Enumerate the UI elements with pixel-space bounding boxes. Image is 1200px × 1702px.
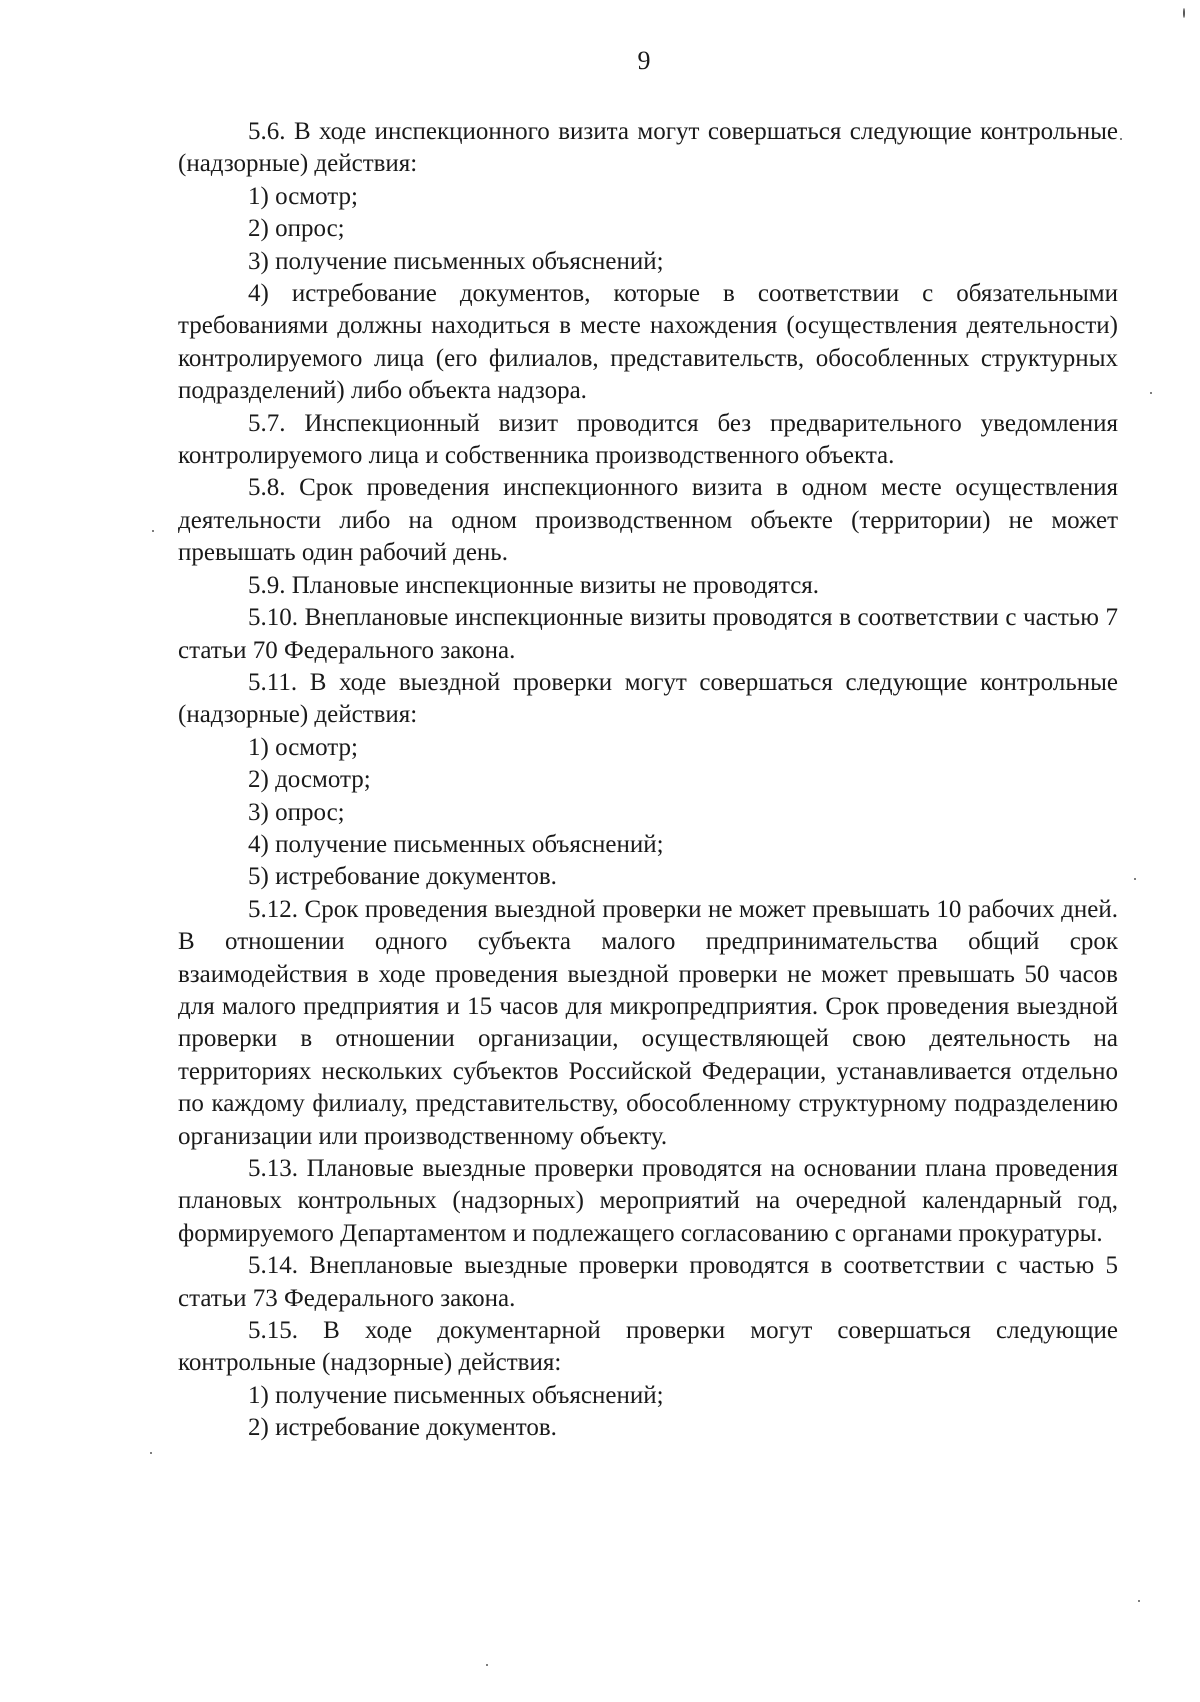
scan-speck: [1183, 8, 1185, 18]
list-item: 1) получение письменных объяснений;: [248, 1381, 664, 1409]
list-item: 4) получение письменных объяснений;: [248, 830, 664, 858]
document-body: [178, 116, 1118, 1445]
scan-speck: [152, 530, 154, 532]
list-item: 2) истребование документов.: [248, 1414, 557, 1442]
scan-speck: [150, 1452, 152, 1454]
paragraph-5-10: 5.10. Внеплановые инспекционные визиты проводятся в соответствии с частью 7 статьи 70 Федерального закона.: [178, 604, 1118, 664]
paragraph-5-12: 5.12. Срок проведения выездной проверки не может превышать 10 рабочих дней. В отношении одного субъекта малого предпринимательства общий срок взаимодействия в ходе проведения выездной проверки не может превышать 50 часов для малого предприятия и 15 часов для микропредприятия. Срок проведения выездной проверки в отношении организации, осуществляющей свою деятельность на территориях нескольких субъектов Российской Федерации, устанавливается отдельно по каждому филиалу, представительству, обособленному структурному подразделению организации или производственному объекту.: [178, 895, 1118, 1150]
list-item: 2) досмотр;: [248, 766, 371, 794]
scan-speck: [1120, 138, 1122, 140]
scan-speck: [1150, 392, 1152, 394]
paragraph-5-11: 5.11. В ходе выездной проверки могут совершаться следующие контрольные (надзорные) действия:: [178, 668, 1118, 729]
page-number: 9: [637, 46, 651, 75]
paragraph-5-7: 5.7. Инспекционный визит проводится без предварительного уведомления контролируемого лица и собственника производственного объекта.: [178, 409, 1118, 470]
scan-speck: [1134, 878, 1136, 880]
list-item: 4) истребование документов, которые в соответствии с обязательными требованиями должны находиться в месте нахождения (осуществления деятельности) контролируемого лица (его филиалов, представительств, обособленных структурных подразделений) либо объекта надзора.: [178, 280, 1118, 405]
list-item: 1) осмотр;: [248, 733, 358, 761]
list-item: 3) получение письменных объяснений;: [248, 247, 664, 275]
paragraph-5-6: 5.6. В ходе инспекционного визита могут совершаться следующие контрольные (надзорные) действия:: [178, 118, 1118, 178]
paragraph-5-14: 5.14. Внеплановые выездные проверки проводятся в соответствии с частью 5 статьи 73 Федерального закона.: [178, 1252, 1118, 1312]
list-item: 1) осмотр;: [248, 182, 358, 210]
list-item: 5) истребование документов.: [248, 863, 557, 891]
list-item: 2) опрос;: [248, 215, 345, 243]
paragraph-5-13: 5.13. Плановые выездные проверки проводятся на основании плана проведения плановых контрольных (надзорных) мероприятий на очередной календарный год, формируемого Департаментом и подлежащего согласованию с органами прокуратуры.: [178, 1155, 1118, 1247]
paragraph-5-8: 5.8. Срок проведения инспекционного визита в одном месте осуществления деятельности либо на одном производственном объекте (территории) не может превышать один рабочий день.: [178, 474, 1118, 567]
paragraph-5-9: 5.9. Плановые инспекционные визиты не проводятся.: [248, 571, 820, 599]
scan-speck: [486, 1664, 488, 1666]
paragraph-5-15: 5.15. В ходе документарной проверки могут совершаться следующие контрольные (надзорные) действия:: [178, 1317, 1118, 1377]
list-item: 3) опрос;: [248, 798, 345, 826]
scan-speck: [1138, 1600, 1140, 1602]
